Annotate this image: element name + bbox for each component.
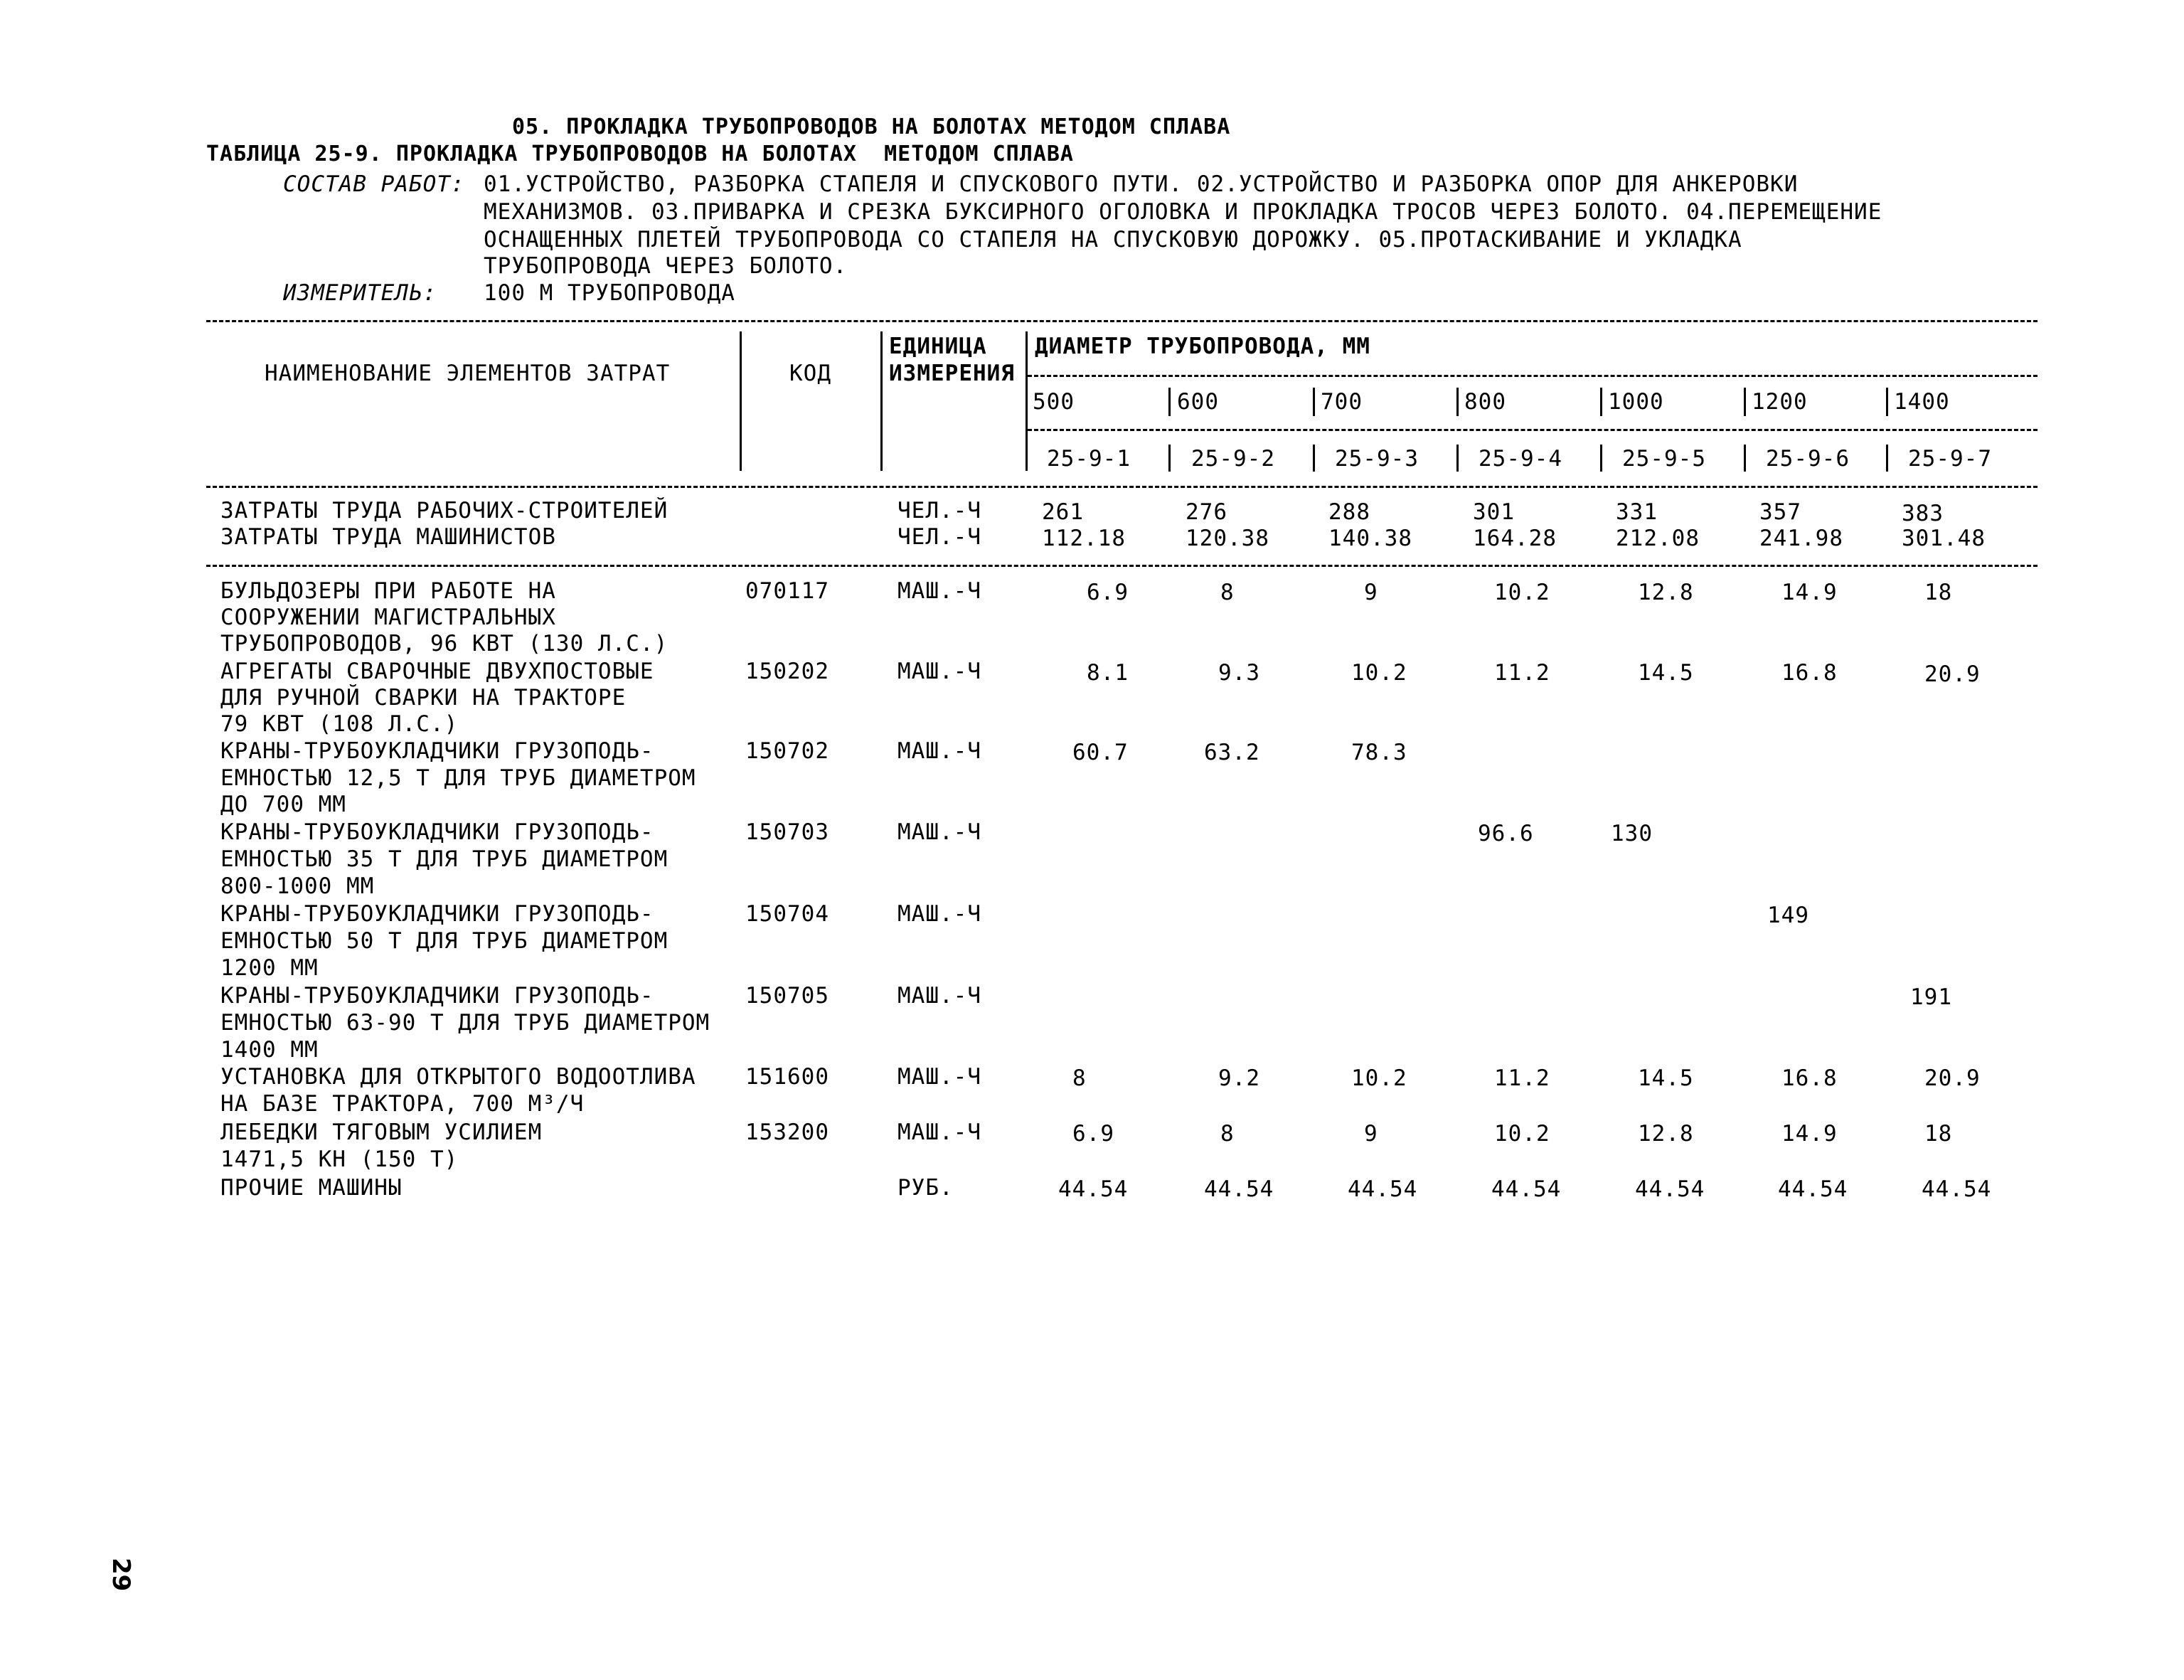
labor-rule-bottom bbox=[206, 565, 2037, 567]
norm-code: 25-9-2 bbox=[1191, 446, 1275, 472]
machine-row-name: 1200 ММ bbox=[220, 955, 319, 981]
labor-value: 212.08 bbox=[1616, 526, 1700, 551]
machine-row-name: СООРУЖЕНИИ МАГИСТРАЛЬНЫХ bbox=[220, 605, 556, 630]
machine-value: 130 bbox=[1611, 821, 1653, 846]
norm-code: 25-9-4 bbox=[1479, 446, 1562, 472]
machine-value: 11.2 bbox=[1494, 1065, 1550, 1091]
machine-value: 10.2 bbox=[1351, 660, 1407, 686]
machine-row-name: ЕМНОСТЬЮ 63-90 Т ДЛЯ ТРУБ ДИАМЕТРОМ bbox=[220, 1010, 710, 1036]
machine-value: 8 bbox=[1072, 1065, 1087, 1091]
col-divider bbox=[1168, 445, 1171, 472]
name-column-header: НАИМЕНОВАНИЕ ЭЛЕМЕНТОВ ЗАТРАТ bbox=[265, 361, 671, 386]
labor-value: 357 bbox=[1759, 499, 1801, 525]
machine-value: 18 bbox=[1924, 1121, 1953, 1147]
labor-value: 120.38 bbox=[1186, 526, 1269, 551]
labor-value: 261 bbox=[1042, 499, 1084, 525]
machine-value: 14.5 bbox=[1638, 660, 1694, 686]
machine-value: 10.2 bbox=[1494, 580, 1550, 605]
unit-column-header: ЕДИНИЦА bbox=[889, 334, 987, 359]
machine-row-name: КРАНЫ-ТРУБОУКЛАДЧИКИ ГРУЗОПОДЬ- bbox=[220, 901, 654, 927]
norm-code: 25-9-7 bbox=[1908, 446, 1992, 472]
machine-row-name: ЕМНОСТЬЮ 50 Т ДЛЯ ТРУБ ДИАМЕТРОМ bbox=[220, 928, 668, 954]
labor-value: 331 bbox=[1616, 499, 1658, 525]
col-divider bbox=[1313, 388, 1315, 416]
norm-code: 25-9-1 bbox=[1047, 446, 1131, 472]
machine-row-name: КРАНЫ-ТРУБОУКЛАДЧИКИ ГРУЗОПОДЬ- bbox=[220, 983, 654, 1009]
machine-value: 11.2 bbox=[1494, 660, 1550, 686]
machine-row-code: 150705 bbox=[745, 983, 829, 1009]
machine-row-name: 800-1000 ММ bbox=[220, 873, 375, 899]
machine-value: 9.2 bbox=[1218, 1065, 1260, 1091]
machine-row-name: ЕМНОСТЬЮ 35 Т ДЛЯ ТРУБ ДИАМЕТРОМ bbox=[220, 846, 668, 872]
col-divider bbox=[740, 331, 742, 471]
composition-line: ТРУБОПРОВОДА ЧЕРЕЗ БОЛОТО. bbox=[484, 253, 848, 279]
col-divider bbox=[1456, 388, 1459, 416]
machine-row-name: БУЛЬДОЗЕРЫ ПРИ РАБОТЕ НА bbox=[220, 578, 556, 604]
machine-row-name: УСТАНОВКА ДЛЯ ОТКРЫТОГО ВОДООТЛИВА bbox=[220, 1064, 696, 1090]
meter-label: ИЗМЕРИТЕЛЬ: bbox=[283, 280, 437, 306]
header-rule-bottom bbox=[206, 486, 2037, 488]
header-rule bbox=[1028, 429, 2037, 431]
unit-column-header: ИЗМЕРЕНИЯ bbox=[889, 361, 1015, 386]
machine-row-code: 151600 bbox=[745, 1064, 829, 1090]
machine-row-name: ПРОЧИЕ МАШИНЫ bbox=[220, 1175, 403, 1201]
machine-row-unit: МАШ.-Ч bbox=[897, 738, 981, 764]
machine-value: 9 bbox=[1364, 1121, 1378, 1147]
machine-value: 10.2 bbox=[1494, 1121, 1550, 1147]
norm-code: 25-9-6 bbox=[1766, 446, 1850, 472]
machine-value: 78.3 bbox=[1351, 740, 1407, 765]
diameter-800: 800 bbox=[1464, 389, 1506, 415]
machine-value: 44.54 bbox=[1922, 1176, 1992, 1202]
labor-row-unit: ЧЕЛ.-Ч bbox=[897, 498, 981, 523]
labor-row-unit: ЧЕЛ.-Ч bbox=[897, 524, 981, 550]
machine-value: 9.3 bbox=[1218, 660, 1260, 686]
meter-value: 100 М ТРУБОПРОВОДА bbox=[484, 280, 735, 306]
header-rule bbox=[1028, 375, 2037, 377]
col-divider bbox=[1744, 388, 1746, 416]
machine-row-unit: МАШ.-Ч bbox=[897, 819, 981, 845]
labor-row-name: ЗАТРАТЫ ТРУДА МАШИНИСТОВ bbox=[220, 524, 556, 550]
col-divider bbox=[1886, 445, 1888, 472]
machine-row-name: 79 КВТ (108 Л.С.) bbox=[220, 711, 459, 737]
col-divider bbox=[1600, 388, 1602, 416]
machine-value: 6.9 bbox=[1087, 580, 1129, 605]
diameter-1000: 1000 bbox=[1608, 389, 1664, 415]
diameter-1200: 1200 bbox=[1752, 389, 1808, 415]
machine-value: 20.9 bbox=[1924, 1065, 1981, 1091]
section-title: 05. ПРОКЛАДКА ТРУБОПРОВОДОВ НА БОЛОТАХ МЕТОДОМ СПЛАВА bbox=[512, 115, 1231, 139]
col-divider bbox=[1600, 445, 1602, 472]
labor-row-name: ЗАТРАТЫ ТРУДА РАБОЧИХ-СТРОИТЕЛЕЙ bbox=[220, 498, 668, 523]
composition-line: 01.УСТРОЙСТВО, РАЗБОРКА СТАПЕЛЯ И СПУСКОВОГО ПУТИ. 02.УСТРОЙСТВО И РАЗБОРКА ОПОР ДЛЯ АНКЕРОВКИ bbox=[484, 171, 1799, 197]
machine-row-unit: МАШ.-Ч bbox=[897, 1064, 981, 1090]
col-divider bbox=[1313, 445, 1315, 472]
machine-value: 44.54 bbox=[1491, 1176, 1562, 1202]
machine-value: 191 bbox=[1910, 984, 1952, 1010]
machine-row-unit: МАШ.-Ч bbox=[897, 578, 981, 604]
labor-value: 164.28 bbox=[1473, 526, 1557, 551]
machine-value: 20.9 bbox=[1924, 661, 1981, 687]
code-column-header: КОД bbox=[789, 361, 831, 386]
col-divider bbox=[1456, 445, 1459, 472]
machine-value: 44.54 bbox=[1204, 1176, 1274, 1202]
machine-row-code: 150202 bbox=[745, 659, 829, 684]
labor-value: 276 bbox=[1186, 499, 1227, 525]
col-divider bbox=[1168, 388, 1171, 416]
page-number: 29 bbox=[107, 1558, 135, 1592]
machine-value: 8 bbox=[1220, 1121, 1235, 1147]
col-divider bbox=[1026, 331, 1028, 471]
machine-value: 96.6 bbox=[1478, 821, 1534, 846]
machine-value: 9 bbox=[1364, 580, 1378, 605]
composition-line: ОСНАЩЕННЫХ ПЛЕТЕЙ ТРУБОПРОВОДА СО СТАПЕЛЯ НА СПУСКОВУЮ ДОРОЖКУ. 05.ПРОТАСКИВАНИЕ И УКЛАДКА bbox=[484, 227, 1742, 252]
machine-value: 16.8 bbox=[1781, 1065, 1838, 1091]
machine-row-unit: МАШ.-Ч bbox=[897, 1120, 981, 1145]
machine-value: 10.2 bbox=[1351, 1065, 1407, 1091]
diameter-header: ДИАМЕТР ТРУБОПРОВОДА, ММ bbox=[1035, 334, 1370, 359]
diameter-1400: 1400 bbox=[1894, 389, 1950, 415]
machine-row-code: 150704 bbox=[745, 901, 829, 927]
labor-value: 301 bbox=[1473, 499, 1515, 525]
machine-row-name: ДО 700 ММ bbox=[220, 792, 346, 817]
labor-value: 288 bbox=[1328, 499, 1370, 525]
machine-value: 14.9 bbox=[1781, 580, 1838, 605]
norm-code: 25-9-5 bbox=[1622, 446, 1706, 472]
col-divider bbox=[1744, 445, 1746, 472]
diameter-700: 700 bbox=[1321, 389, 1363, 415]
machine-value: 149 bbox=[1767, 903, 1809, 928]
table-title: ТАБЛИЦА 25-9. ПРОКЛАДКА ТРУБОПРОВОДОВ НА БОЛОТАХ МЕТОДОМ СПЛАВА bbox=[206, 142, 1074, 166]
machine-row-name: АГРЕГАТЫ СВАРОЧНЫЕ ДВУХПОСТОВЫЕ bbox=[220, 659, 654, 684]
machine-value: 44.54 bbox=[1778, 1176, 1848, 1202]
machine-row-name: ЕМНОСТЬЮ 12,5 Т ДЛЯ ТРУБ ДИАМЕТРОМ bbox=[220, 765, 696, 791]
machine-value: 44.54 bbox=[1348, 1176, 1418, 1202]
machine-row-name: КРАНЫ-ТРУБОУКЛАДЧИКИ ГРУЗОПОДЬ- bbox=[220, 819, 654, 845]
machine-row-unit: МАШ.-Ч bbox=[897, 659, 981, 684]
machine-value: 63.2 bbox=[1204, 740, 1260, 765]
machine-value: 60.7 bbox=[1072, 740, 1129, 765]
machine-value: 44.54 bbox=[1058, 1176, 1129, 1202]
norm-code: 25-9-3 bbox=[1335, 446, 1419, 472]
labor-value: 112.18 bbox=[1042, 526, 1126, 551]
machine-row-code: 070117 bbox=[745, 578, 829, 604]
machine-row-code: 150703 bbox=[745, 819, 829, 845]
machine-row-name: 1471,5 КН (150 Т) bbox=[220, 1147, 459, 1172]
machine-row-name: НА БАЗЕ ТРАКТОРА, 700 М³/Ч bbox=[220, 1091, 585, 1117]
machine-value: 16.8 bbox=[1781, 660, 1838, 686]
table-rule-top bbox=[206, 320, 2037, 322]
machine-value: 12.8 bbox=[1638, 1121, 1694, 1147]
machine-row-unit: МАШ.-Ч bbox=[897, 983, 981, 1009]
machine-value: 6.9 bbox=[1072, 1121, 1114, 1147]
labor-value: 301.48 bbox=[1902, 526, 1986, 551]
machine-row-name: 1400 ММ bbox=[220, 1037, 319, 1063]
col-divider bbox=[880, 331, 883, 471]
diameter-500: 500 bbox=[1033, 389, 1075, 415]
labor-value: 140.38 bbox=[1328, 526, 1412, 551]
composition-line: МЕХАНИЗМОВ. 03.ПРИВАРКА И СРЕЗКА БУКСИРНОГО ОГОЛОВКА И ПРОКЛАДКА ТРОСОВ ЧЕРЕЗ БОЛОТО. 04.ПЕРЕМЕЩЕНИЕ bbox=[484, 199, 1882, 225]
machine-value: 8.1 bbox=[1087, 660, 1129, 686]
machine-value: 18 bbox=[1924, 580, 1953, 605]
machine-row-name: КРАНЫ-ТРУБОУКЛАДЧИКИ ГРУЗОПОДЬ- bbox=[220, 738, 654, 764]
machine-row-name: ЛЕБЕДКИ ТЯГОВЫМ УСИЛИЕМ bbox=[220, 1120, 543, 1145]
machine-row-code: 150702 bbox=[745, 738, 829, 764]
diameter-600: 600 bbox=[1177, 389, 1219, 415]
machine-row-name: ТРУБОПРОВОДОВ, 96 КВТ (130 Л.С.) bbox=[220, 631, 668, 656]
col-divider bbox=[1886, 388, 1888, 416]
machine-value: 12.8 bbox=[1638, 580, 1694, 605]
machine-value: 14.5 bbox=[1638, 1065, 1694, 1091]
labor-value: 241.98 bbox=[1759, 526, 1843, 551]
machine-row-unit: РУБ. bbox=[897, 1175, 954, 1201]
labor-value: 383 bbox=[1902, 501, 1944, 526]
machine-row-name: ДЛЯ РУЧНОЙ СВАРКИ НА ТРАКТОРЕ bbox=[220, 685, 627, 711]
composition-label: СОСТАВ РАБОТ: bbox=[283, 171, 465, 197]
machine-row-code: 153200 bbox=[745, 1120, 829, 1145]
machine-row-unit: МАШ.-Ч bbox=[897, 901, 981, 927]
machine-value: 8 bbox=[1220, 580, 1235, 605]
machine-value: 44.54 bbox=[1635, 1176, 1705, 1202]
machine-value: 14.9 bbox=[1781, 1121, 1838, 1147]
